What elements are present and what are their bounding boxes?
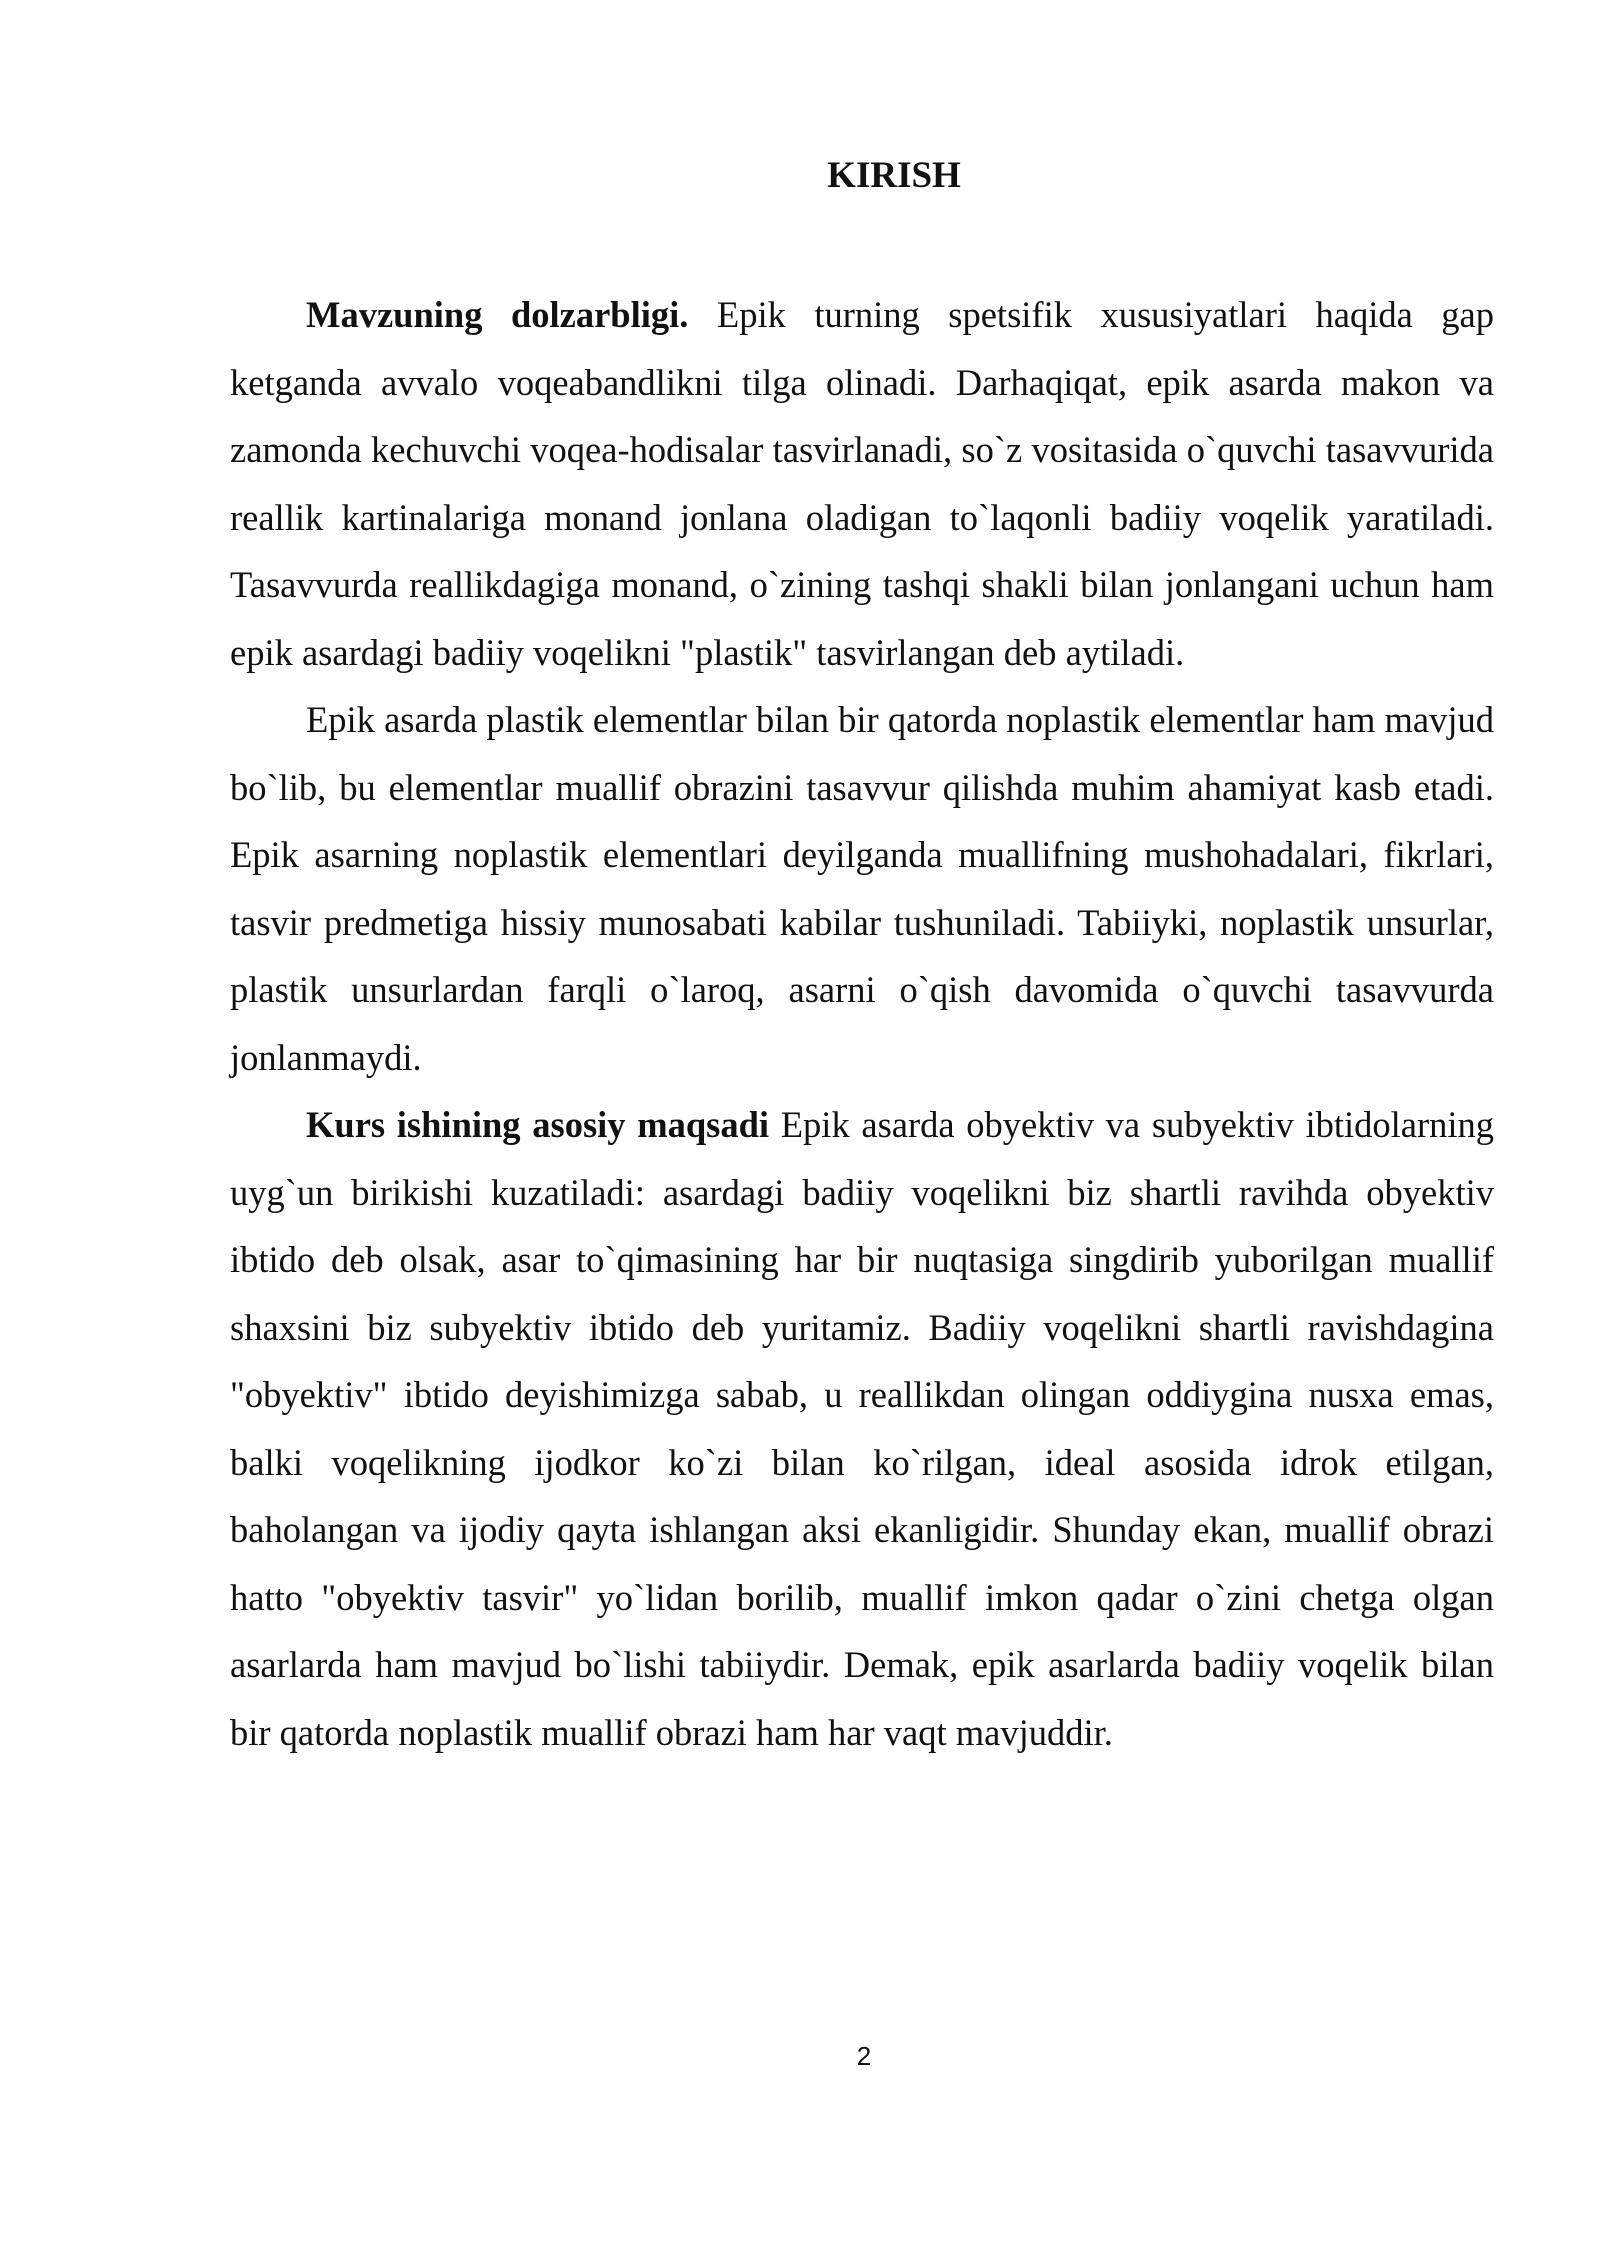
paragraph-text: Epik asarda plastik elementlar bilan bir qatorda noplastik elementlar ham mavjud bo`lib, bu elementlar muallif obrazini tasavvur qilishda muhim ahamiyat kasb etadi. Epik asarning noplastik elementlari deyilganda muallifning mushohadalari, fikrlari, tasvir predmetiga hissiy munosabati kabilar tushuniladi. Tabiiyki, noplastik unsurlar, plastik unsurlardan farqli o`laroq, asarni o`qish davomida o`quvchi tasavvurda jonlanmaydi. (230, 699, 1494, 1078)
paragraph-text: Epik asarda obyektiv va subyektiv ibtidolarning uyg`un birikishi kuzatiladi: asardagi badiiy voqelikni biz shartli ravihda obyektiv ibtido deb olsak, asar to`qimasining har bir nuqtasiga singdirib yuborilgan muallif shaxsini biz subyektiv ibtido deb yuritamiz. Badiiy voqelikni shartli ravishdagina "obyektiv" ibtido deyishimizga sabab, u reallikdan olingan oddiygina nusxa emas, balki voqelikning ijodkor ko`zi bilan ko`rilgan, ideal asosida idrok etilgan, baholangan va ijodiy qayta ishlangan aksi ekanligidir. Shunday ekan, muallif obrazi hatto "obyektiv tasvir" yo`lidan borilib, muallif imkon qadar o`zini chetga olgan asarlarda ham mavjud bo`lishi tabiiydir. Demak, epik asarlarda badiiy voqelik bilan bir qatorda noplastik muallif obrazi ham har vaqt mavjuddir. (230, 1104, 1494, 1753)
paragraph-text: Epik turning spetsifik xususiyatlari haqida gap ketganda avvalo voqeabandlikni tilga olinadi. Darhaqiqat, epik asarda makon va zamonda kechuvchi voqea-hodisalar tasvirlanadi, so`z vositasida o`quvchi tasavvurida reallik kartinalariga monand jonlana oladigan to`laqonli badiiy voqelik yaratiladi. Tasavvurda reallikdagiga monand, o`zining tashqi shakli bilan jonlangani uchun ham epik asardagi badiiy voqelikni "plastik" tasvirlangan deb aytiladi. (230, 294, 1494, 673)
paragraph-goal (230, 1091, 1494, 1766)
section-heading: KIRISH (827, 155, 961, 196)
paragraph-lead: Mavzuning dolzarbligi. (306, 294, 689, 335)
paragraph-elements (230, 686, 1494, 1091)
page-number: 2 (856, 2041, 872, 2071)
paragraph-relevance (230, 281, 1494, 686)
paragraph-lead: Kurs ishining asosiy maqsadi (306, 1104, 770, 1145)
body-text (230, 281, 1494, 1766)
